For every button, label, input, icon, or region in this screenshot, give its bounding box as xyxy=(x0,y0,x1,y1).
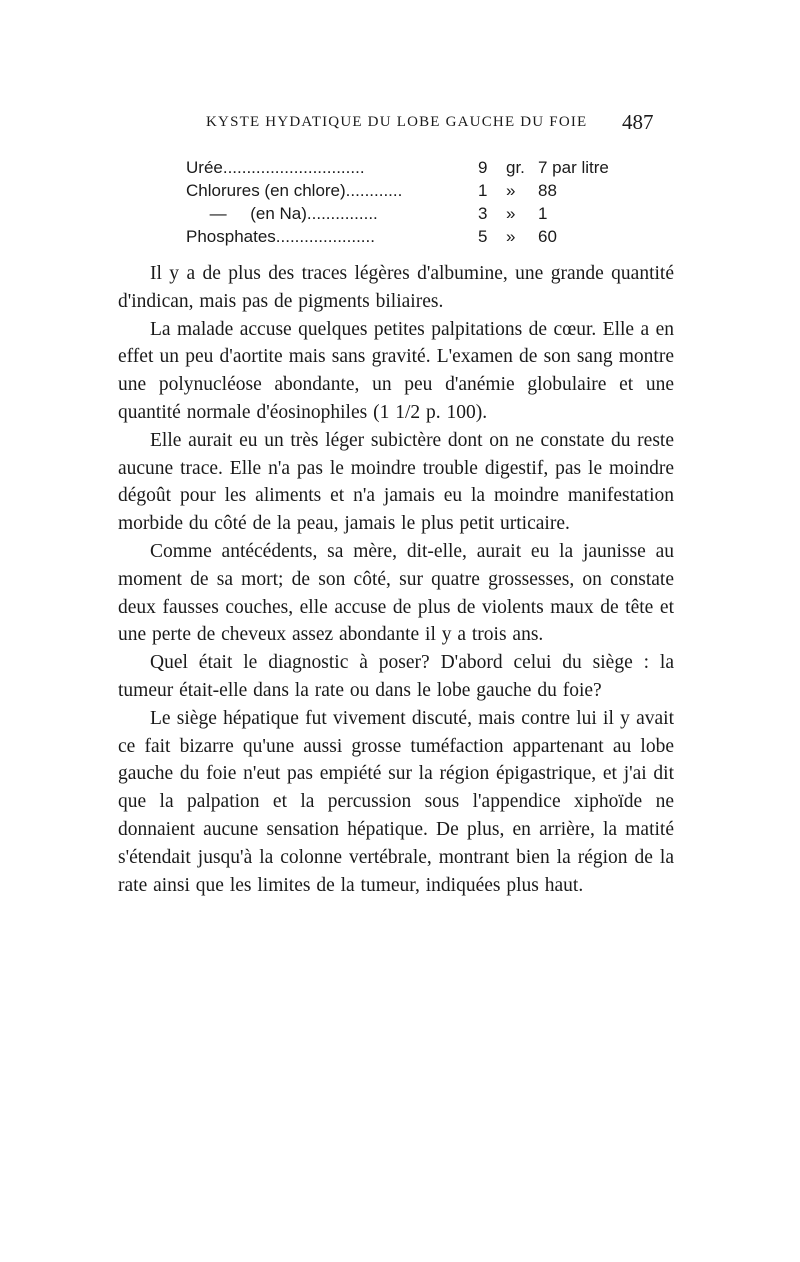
analysis-label: Urée.............................. xyxy=(186,158,365,177)
analysis-row-uree xyxy=(186,156,636,179)
analysis-centigrams: 1 xyxy=(538,204,548,223)
paragraph: Elle aurait eu un très léger subictère dont on ne constate du reste aucune trace. Elle n'a pas le moindre trouble digestif, pas le moindre dégoût pour les aliments et n'a jamais eu la moindre manifestation morbide du côté de la peau, jamais le plus petit urticaire. xyxy=(118,429,674,535)
analysis-unit: » xyxy=(506,181,516,200)
paragraph: Il y a de plus des traces légères d'albumine, une grande quantité d'indican, mais pas de pigments biliaires. xyxy=(118,263,674,312)
analysis-centigrams: 7 par litre xyxy=(538,158,609,177)
analysis-grams: 5 xyxy=(478,227,488,246)
analysis-row-na xyxy=(186,202,636,225)
analysis-centigrams: 60 xyxy=(538,227,557,246)
analysis-row-chlorures xyxy=(186,179,636,202)
running-title: KYSTE HYDATIQUE DU LOBE GAUCHE DU FOIE xyxy=(206,114,588,130)
analysis-grams: 3 xyxy=(478,204,488,223)
analysis-row-phosphates xyxy=(186,225,636,248)
paragraph: Le siège hépatique fut vivement discuté, mais contre lui il y avait ce fait bizarre qu'une aussi grosse tuméfaction appartenant au lobe gauche du foie n'eut pas empiété sur la région épigastrique, et j'ai dit que la palpation et la percussion sous l'appendice xiphoïde ne donnaient aucune sensation hépatique. De plus, en arrière, la matité s'étendait jusqu'à la colonne vertébrale, montrant bien la région de la rate ainsi que les limites de la tumeur, indiquées plus haut. xyxy=(118,707,674,896)
analysis-unit: gr. xyxy=(506,158,525,177)
paragraph: Quel était le diagnostic à poser? D'abord celui du siège : la tumeur était-elle dans la rate ou dans le lobe gauche du foie? xyxy=(118,652,674,701)
body-text xyxy=(118,260,674,899)
analysis-grams: 1 xyxy=(478,181,488,200)
analysis-unit: » xyxy=(506,204,516,223)
analysis-grams: 9 xyxy=(478,158,488,177)
paragraph: La malade accuse quelques petites palpitations de cœur. Elle a en effet un peu d'aortite mais sans gravité. L'examen de son sang montre une polynucléose abondante, un peu d'anémie globulaire et une quantité normale d'éosinophiles (1 1/2 p. 100). xyxy=(118,318,674,423)
running-head xyxy=(118,108,674,140)
book-page xyxy=(118,108,674,896)
analysis-centigrams: 88 xyxy=(538,181,557,200)
analysis-label: — (en Na)............... xyxy=(186,204,378,223)
analysis-label: Chlorures (en chlore)............ xyxy=(186,181,403,200)
analysis-label: Phosphates..................... xyxy=(186,227,375,246)
page-number: 487 xyxy=(622,110,654,134)
urine-analysis-table xyxy=(186,156,636,248)
paragraph: Comme antécédents, sa mère, dit-elle, aurait eu la jaunisse au moment de sa mort; de son côté, sur quatre grossesses, on constate deux fausses couches, elle accuse de plus de violents maux de tête et une perte de cheveux assez abondante il y a trois ans. xyxy=(118,540,674,646)
analysis-unit: » xyxy=(506,227,516,246)
